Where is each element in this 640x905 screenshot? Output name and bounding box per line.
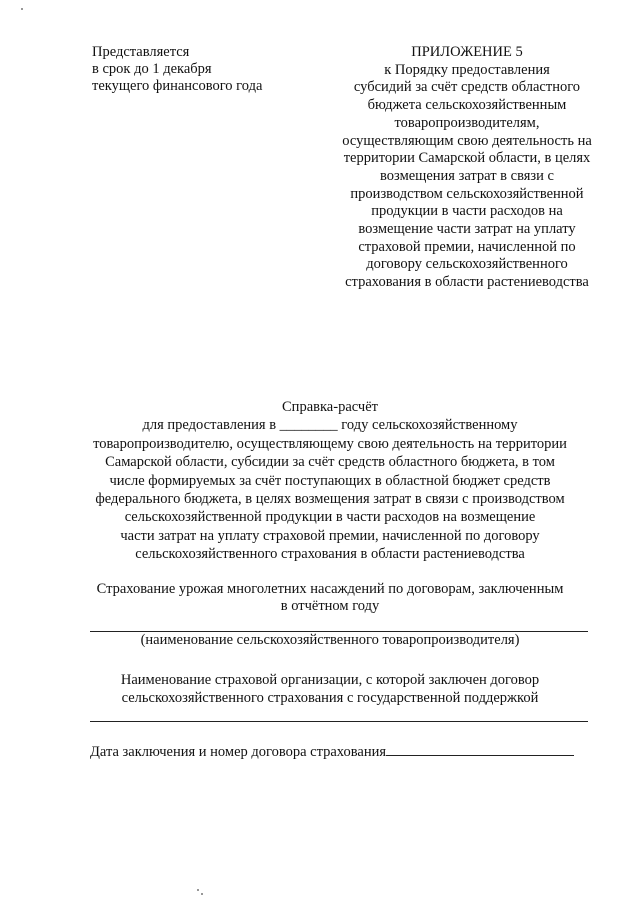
title-heading: Справка-расчёт — [282, 399, 378, 415]
appendix-line: к Порядку предоставления — [384, 61, 550, 78]
title-line: Самарской области, субсидии за счёт средств областного бюджета, в том — [105, 454, 555, 471]
insurer-label-line: Наименование страховой организации, с которой заключен договор — [120, 672, 540, 688]
insurance-type-line: Страхование урожая многолетних насаждений по договорам, заключенным — [96, 581, 564, 597]
contract-date-blank[interactable] — [386, 741, 574, 756]
title-line: товаропроизводителю, осуществляющему свою деятельность на территории — [93, 435, 567, 452]
appendix-line: осуществляющим свою деятельность на — [342, 132, 592, 149]
submission-note-line: в срок до 1 декабря — [92, 61, 212, 77]
appendix-line: продукции в части расходов на — [371, 203, 563, 220]
insurer-label-line: сельскохозяйственного страхования с государственной поддержкой — [121, 689, 539, 706]
submission-deadline-note — [92, 44, 262, 95]
title-line: части затрат на уплату страховой премии, начисленной по договору — [120, 527, 540, 544]
insurance-type-line: в отчётном году — [280, 598, 380, 614]
title-line: федерального бюджета, в целях возмещения затрат в связи с производством — [95, 491, 565, 508]
title-line: сельскохозяйственного страхования в области растениеводства — [135, 546, 525, 563]
appendix-line: товаропроизводителям, — [394, 114, 540, 131]
title-line: числе формируемых за счёт поступающих в областной бюджет средств — [109, 472, 551, 489]
insurer-label — [60, 672, 600, 707]
title-line: сельскохозяйственной продукции в части расходов на возмещение — [124, 509, 536, 526]
appendix-line: бюджета сельскохозяйственным — [367, 97, 567, 114]
insurance-type — [60, 581, 600, 615]
appendix-line: территории Самарской области, в целях — [343, 150, 591, 167]
appendix-heading: ПРИЛОЖЕНИЕ 5 — [411, 44, 523, 60]
document-title — [60, 398, 600, 564]
appendix-line: страхования в области растениеводства — [345, 274, 589, 291]
appendix-line: страховой премии, начисленной по — [358, 238, 576, 255]
contract-date-row — [90, 741, 574, 761]
scan-speck — [201, 893, 203, 895]
appendix-header — [322, 44, 612, 292]
appendix-line: возмещение части затрат на уплату — [358, 221, 576, 238]
submission-note-line: текущего финансового года — [92, 78, 263, 94]
submission-note-line: Представляется — [92, 44, 190, 60]
producer-name-caption: (наименование сельскохозяйственного товаропроизводителя) — [140, 632, 520, 648]
contract-date-label: Дата заключения и номер договора страхования — [90, 744, 387, 760]
insurer-name-blank[interactable] — [90, 721, 588, 722]
scan-speck — [21, 8, 23, 10]
title-line: для предоставления в ________ году сельскохозяйственному — [142, 417, 518, 434]
appendix-line: возмещения затрат в связи с — [380, 167, 554, 184]
appendix-line: субсидий за счёт средств областного — [353, 79, 581, 96]
appendix-line: договору сельскохозяйственного — [366, 256, 568, 273]
scan-speck — [197, 889, 199, 891]
appendix-line: производством сельскохозяйственной — [350, 185, 584, 202]
